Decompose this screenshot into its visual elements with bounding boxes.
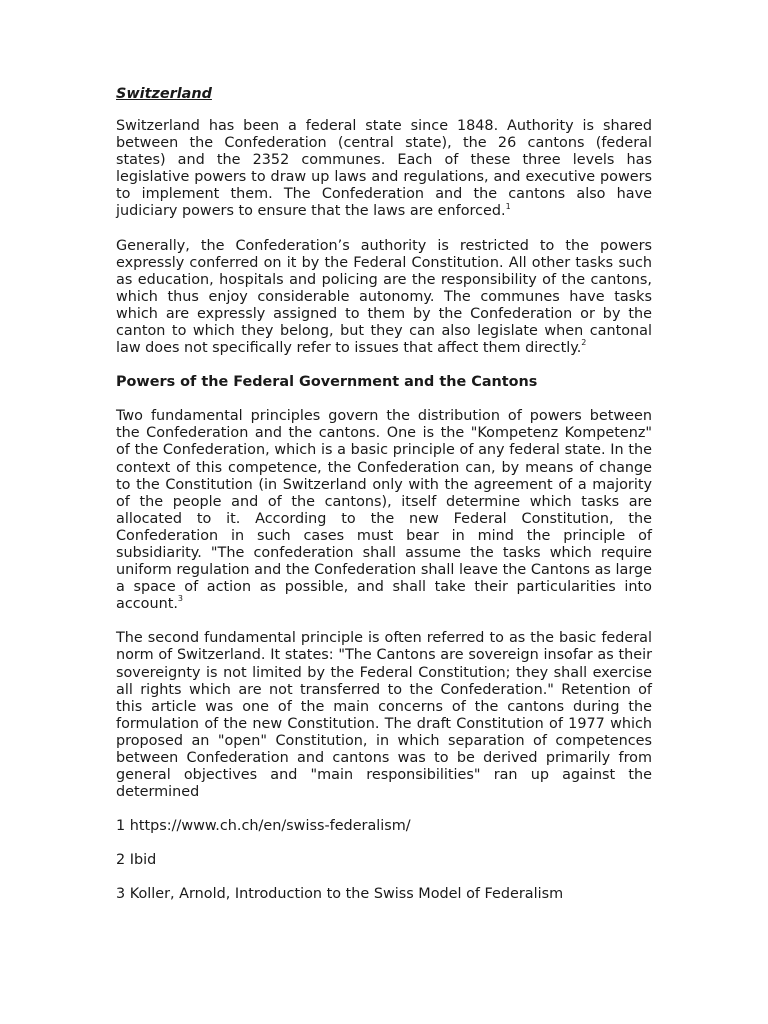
footnote-2: 2 Ibid xyxy=(116,852,157,869)
document-title: Switzerland xyxy=(116,86,212,102)
section-heading: Powers of the Federal Government and the Cantons xyxy=(116,374,538,391)
footnote-3: 3 Koller, Arnold, Introduction to the Swiss Model of Federalism xyxy=(116,886,564,903)
paragraph-text: Switzerland has been a federal state since 1848. Authority is shared between the Confederation (central state), the 26 cantons (federal states) and the 2352 communes. Each of these three levels has legislative powers to draw up laws and regulations, and executive powers to implement them. The Confederation and the cantons also have judiciary powers to ensure that the laws are enforced. xyxy=(116,118,652,220)
paragraph xyxy=(116,630,652,801)
paragraph xyxy=(116,408,652,613)
footnote-reference[interactable]: 3 xyxy=(177,594,183,604)
paragraph-text: The second fundamental principle is often referred to as the basic federal norm of Switzerland. It states: "The Cantons are sovereign insofar as their sovereignty is not limited by the Federal Constitution; they shall exercise all rights which are not transferred to the Confederation." Retention of this article was one of the main concerns of the cantons during the formulation of the new Constitution. The draft Constitution of 1977 which proposed an "open" Constitution, in which separation of competences between Confederation and cantons was to be derived primarily from general objectives and "main responsibilities" ran up against the determined xyxy=(116,630,652,801)
footnotes xyxy=(116,818,652,903)
paragraph xyxy=(116,238,652,358)
paragraph-text: Two fundamental principles govern the distribution of powers between the Confederation and the cantons. One is the "Kompetenz Kompetenz" of the Confederation, which is a basic principle of any federal state. In the context of this competence, the Confederation can, by means of change to the Constitution (in Switzerland only with the agreement of a majority of the people and of the cantons), itself determine which tasks are allocated to it. According to the new Federal Constitution, the Confederation in such cases must bear in mind the principle of subsidiarity. "The confederation shall assume the tasks which require uniform regulation and the Confederation shall leave the Cantons as large a space of action as possible, and shall take their particularities into account. xyxy=(116,408,652,613)
paragraph-text: Generally, the Confederation’s authority is restricted to the powers expressly conferred on it by the Federal Constitution. All other tasks such as education, hospitals and policing are the responsibility of the cantons, which thus enjoy considerable autonomy. The communes have tasks which are expressly assigned to them by the Confederation or by the canton to which they belong, but they can also legislate when cantonal law does not specifically refer to issues that affect them directly. xyxy=(116,237,652,357)
footnote-reference[interactable]: 2 xyxy=(581,338,587,348)
footnote-reference[interactable]: 1 xyxy=(505,201,511,211)
footnote-1: 1 https://www.ch.ch/en/swiss-federalism/ xyxy=(116,818,411,835)
paragraph xyxy=(116,118,652,221)
document-page xyxy=(116,86,652,920)
